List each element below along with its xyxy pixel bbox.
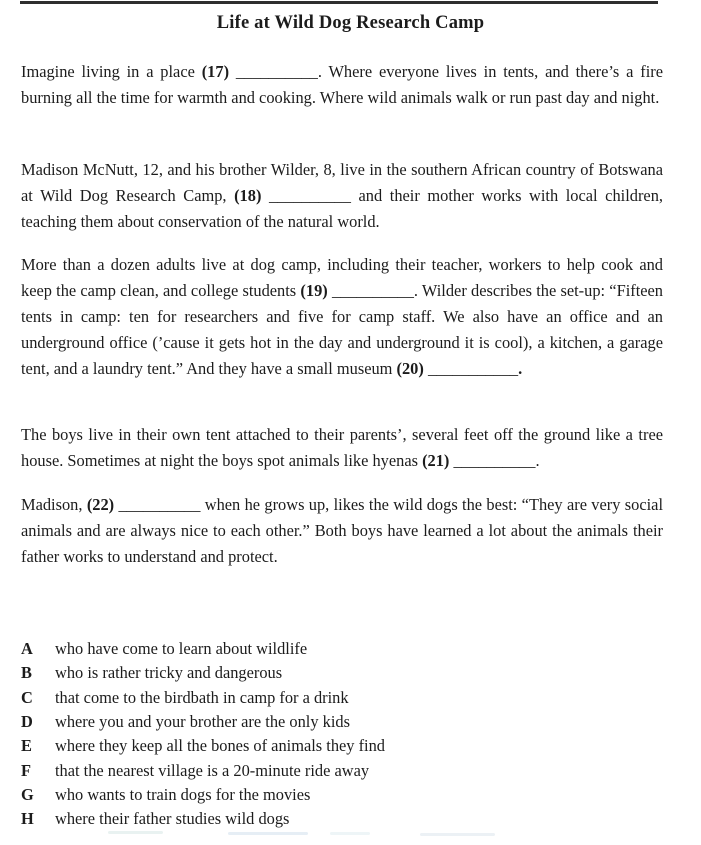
page-title: Life at Wild Dog Research Camp (216, 13, 485, 33)
option-b-text: who is rather tricky and dangerous (55, 663, 283, 683)
option-c-text: that come to the birdbath in camp for a drink (55, 687, 349, 707)
text-run: Madison McNutt, 12, and his brother Wilder, 8, live in the southern African country of Botswana at Wild Dog Research Camp, (21, 160, 663, 205)
option-g-letter: G (21, 785, 34, 805)
gap-number: (20) (396, 359, 424, 378)
passage-paragraph-1 (21, 59, 663, 111)
scan-artifact (420, 833, 495, 836)
option-b-letter: B (21, 663, 32, 683)
text-run: Madison, (21, 495, 87, 514)
text-run: __________ when he grows up, likes the wild dogs the best: “They are very social animals and are always nice to each other.” Both boys have learned a lot about the animals their father works to understand and protect. (21, 495, 663, 566)
gap-number: (18) (234, 186, 262, 205)
text-run: ___________ (423, 359, 519, 378)
option-g-text: who wants to train dogs for the movies (55, 785, 311, 805)
option-f-text: that the nearest village is a 20-minute ride away (55, 760, 370, 780)
text-run: More than a dozen adults live at dog camp, including their teacher, workers to help cook and keep the camp clean, and college students (21, 255, 663, 300)
text-run: __________ and their mother works with local children, teaching them about conservation of the natural world. (21, 186, 663, 231)
scan-artifact (330, 832, 370, 835)
gap-number: (17) (201, 62, 230, 81)
scan-artifact (108, 831, 163, 834)
option-h (21, 807, 663, 831)
option-c-letter: C (21, 687, 33, 707)
text-run: Imagine living in a place (21, 62, 202, 81)
text-run: __________. Where everyone lives in tents, and there’s a fire burning all the time for warmth and cooking. Where wild animals walk or run past day and night. (21, 62, 663, 107)
option-f-letter: F (21, 760, 32, 780)
passage-paragraph-2 (21, 157, 663, 235)
gap-number: (19) (300, 281, 328, 300)
scan-artifact (228, 832, 308, 835)
text-run: The boys live in their own tent attached to their parents’, several feet off the ground like a tree house. Sometimes at night the boys spot animals like hyenas (21, 425, 663, 470)
option-d (21, 710, 663, 734)
option-g (21, 783, 663, 807)
option-h-letter: H (21, 809, 34, 829)
option-a-letter: A (21, 639, 33, 658)
gap-number: (21) (422, 451, 450, 470)
option-d-text: where you and your brother are the only kids (55, 712, 350, 732)
option-e-text: where they keep all the bones of animals they find (55, 736, 385, 756)
option-h-text: where their father studies wild dogs (55, 809, 290, 829)
option-a (21, 637, 663, 661)
gap-number: (22) (86, 495, 115, 514)
passage-paragraph-3 (21, 252, 663, 382)
option-e (21, 734, 663, 758)
option-d-letter: D (21, 712, 33, 732)
passage-paragraph-4 (21, 422, 663, 474)
option-e-letter: E (21, 736, 32, 756)
answer-options-list (21, 637, 663, 832)
option-f (21, 759, 663, 783)
text-run: __________. (449, 451, 540, 470)
option-b (21, 661, 663, 685)
gap-number: . (518, 359, 523, 378)
option-c (21, 686, 663, 710)
option-a-text: who have come to learn about wildlife (55, 639, 308, 658)
text-run: __________. Wilder describes the set-up: “Fifteen tents in camp: ten for researchers and five for camp staff. We also have an office and an underground office (’cause it gets hot in the day and underground it is cool), a kitchen, a garage tent, and a laundry tent.” And they have a small museum (21, 281, 664, 378)
top-rule-divider (20, 1, 658, 4)
passage-paragraph-5 (21, 492, 663, 570)
